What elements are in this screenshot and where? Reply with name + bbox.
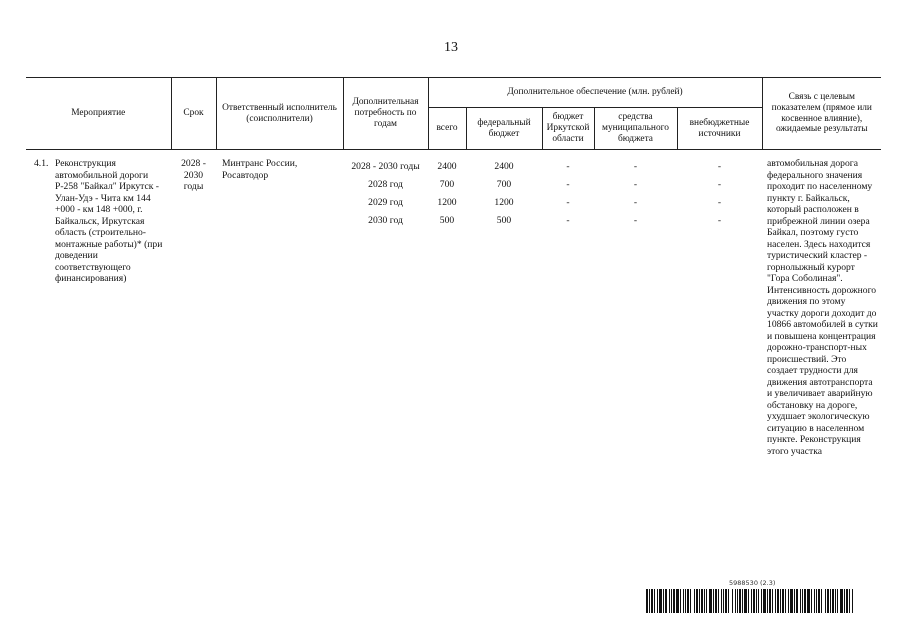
year-label: 2028 год (368, 179, 403, 190)
municipal-value: - (633, 197, 638, 208)
header-funding-title: Дополнительное обеспечение (млн. рублей) (428, 78, 762, 108)
total-value: 500 (439, 215, 455, 226)
total-value: 700 (439, 179, 455, 190)
barcode-bars (646, 589, 858, 613)
municipal-value: - (633, 179, 638, 190)
header-responsible: Ответственный исполнитель (соисполнители) (216, 78, 343, 150)
barcode (646, 580, 858, 616)
total-value: 2400 (437, 161, 457, 172)
measures-table (26, 77, 881, 457)
extra-cell (677, 150, 762, 458)
header-link: Связь с целевым показателем (прямое или косвенное влияние), ожидаемые результаты (762, 78, 881, 150)
header-measure: Мероприятие (26, 78, 171, 150)
federal-value: 700 (496, 179, 512, 190)
header-need: Дополнительная потребность по годам (343, 78, 428, 150)
header-funding-municipal: средства муниципального бюджета (594, 108, 677, 150)
measure-text: Реконструкция автомобильной дороги Р-258 "Байкал" Иркутск - Улан-Удэ - Чита км 144 +000 - км 148 +000, г. Байкальск, Иркутская область (строительно-монтажные работы)* (при доведении соответствующего финансирования) (55, 158, 163, 284)
federal-value: 1200 (494, 197, 514, 208)
municipal-value: - (633, 161, 638, 172)
total-value: 1200 (437, 197, 457, 208)
header-funding-total: всего (428, 108, 466, 150)
federal-value: 500 (496, 215, 512, 226)
table-row (26, 150, 881, 458)
header-funding-extra: внебюджетные источники (677, 108, 762, 150)
page-number: 13 (444, 40, 458, 55)
header-funding-regional: бюджет Иркутской области (542, 108, 594, 150)
measure-cell (26, 150, 171, 458)
federal-cell (466, 150, 542, 458)
extra-value: - (717, 161, 722, 172)
year-label: 2030 год (368, 215, 403, 226)
regional-cell (542, 150, 594, 458)
extra-value: - (717, 179, 722, 190)
extra-value: - (717, 215, 722, 226)
municipal-cell (594, 150, 677, 458)
row-number: 4.1. (34, 158, 49, 169)
header-funding-federal: федеральный бюджет (466, 108, 542, 150)
year-label: 2029 год (368, 197, 403, 208)
extra-value: - (717, 197, 722, 208)
regional-value: - (566, 161, 570, 172)
total-cell (428, 150, 466, 458)
term-cell: 2028 - 2030 годы (181, 158, 206, 192)
year-label: 2028 - 2030 годы (351, 161, 420, 172)
header-term: Срок (171, 78, 216, 150)
year-labels-cell (343, 150, 428, 458)
responsible-cell: Минтранс России, Росавтодор (222, 158, 298, 181)
regional-value: - (566, 215, 570, 226)
barcode-label: 5988530 (2.3) (729, 579, 776, 587)
result-cell: автомобильная дорога федерального значения проходит по населенному пункту г. Байкальск, который расположен в прибрежной линии озера Байкал, поэтому густо населен. Здесь находится туристический кластер - горнолыжный курорт "Гора Соболиная". Интенсивность дорожного движения по этому участку дороги доходит до 10866 автомобилей в сутки и повышена концентрация дорожно-транспорт-ных происшествий. Это создает трудности для движения автотранспорта и увеличивает аварийную обстановку на дороге, ухудшает экологическую ситуацию в населенном пункте. Реконструкция этого участка (767, 158, 878, 457)
municipal-value: - (633, 215, 638, 226)
regional-value: - (566, 179, 570, 190)
federal-value: 2400 (494, 161, 514, 172)
regional-value: - (566, 197, 570, 208)
barcode-stripe (853, 589, 854, 613)
